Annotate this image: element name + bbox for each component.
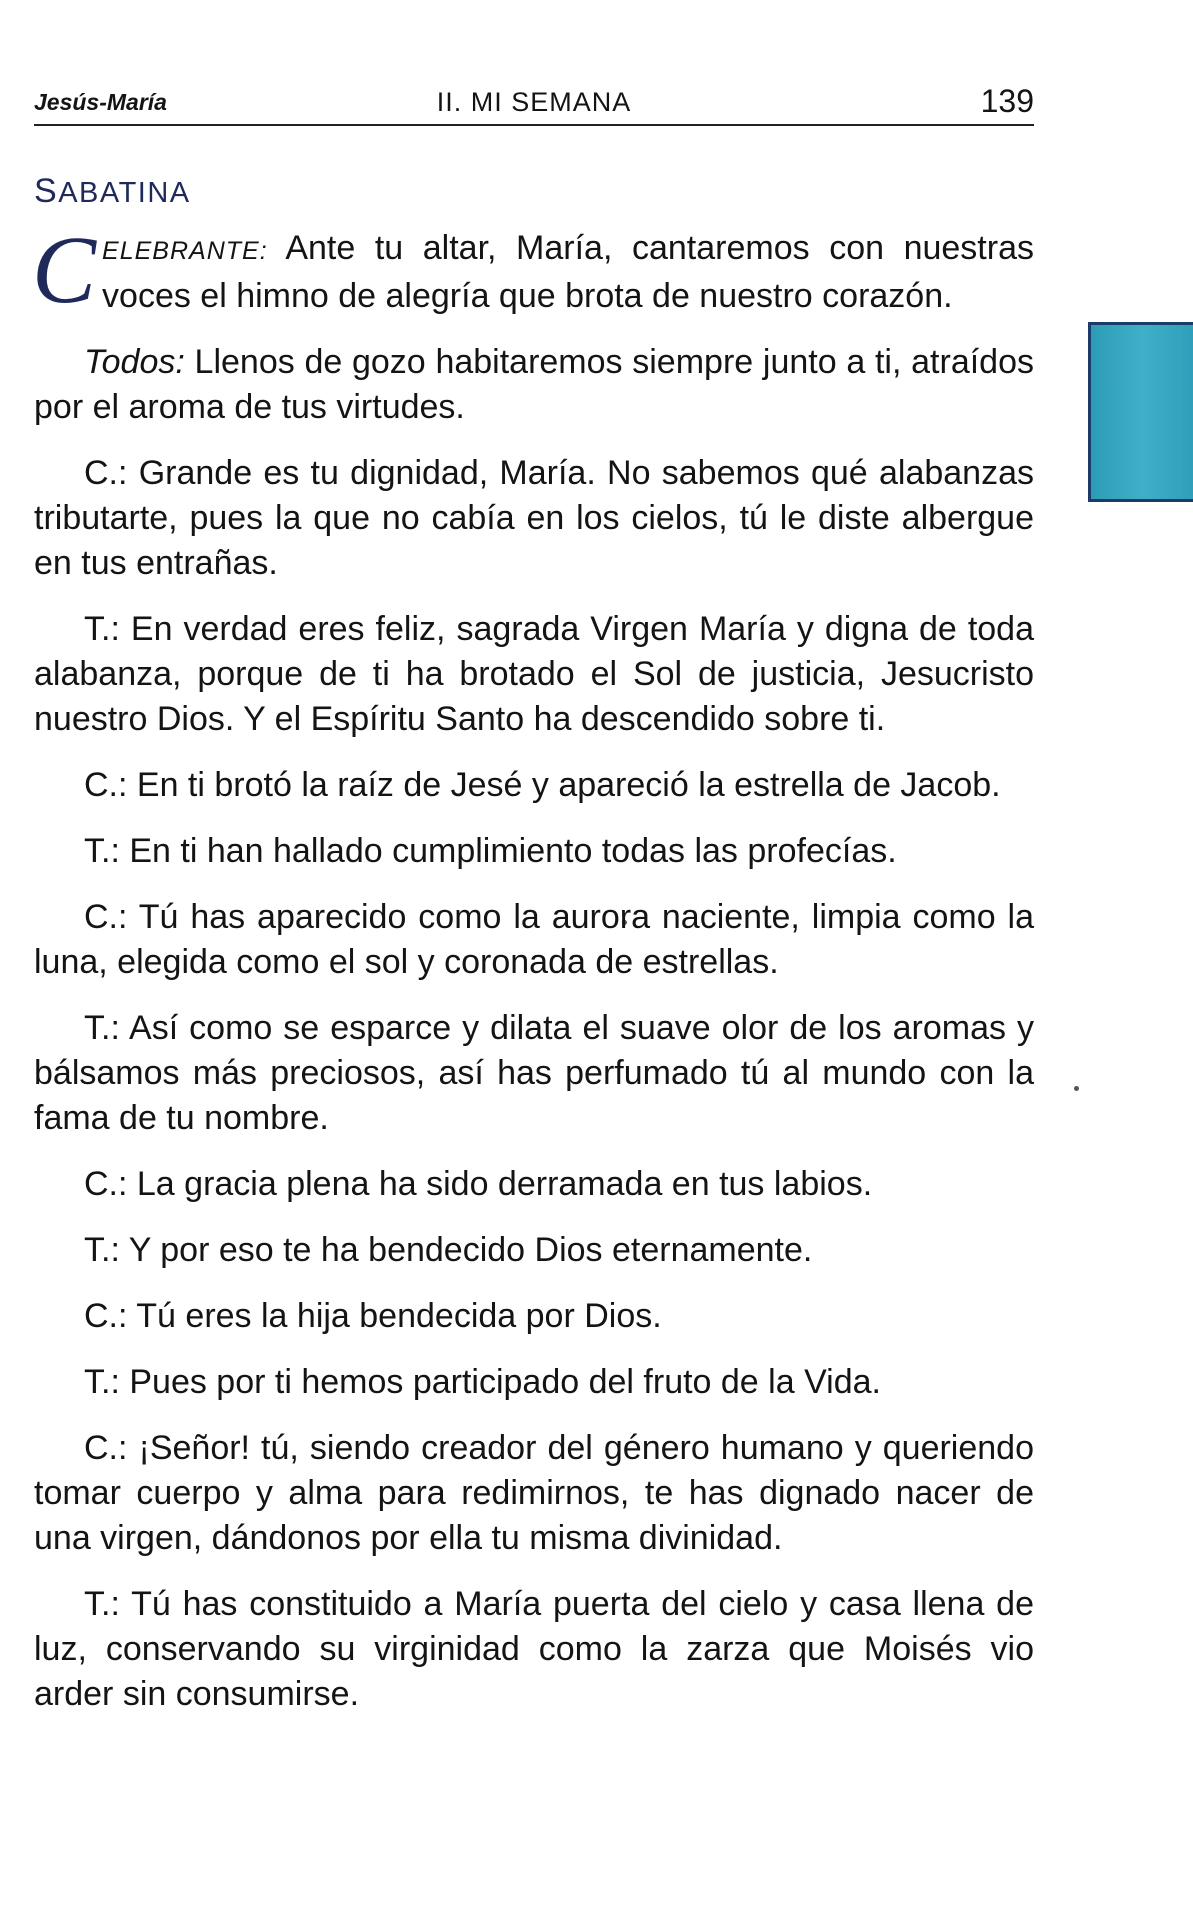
speaker-label: T.:	[84, 1363, 120, 1401]
prayer-text	[32, 216, 1034, 1738]
paragraph-text: En verdad eres feliz, sagrada Virgen María y digna de toda alabanza, porque de ti ha brotado el Sol de justicia, Jesucristo nuestro Dios. Y el Espíritu Santo ha descendido sobre ti.	[34, 610, 1034, 738]
section-title	[34, 172, 191, 211]
section-title-initial: S	[34, 172, 59, 210]
paragraph-text: Tú has aparecido como la aurora naciente, limpia como la luna, elegida como el sol y coronada de estrellas.	[34, 898, 1034, 981]
section-title-rest: ABATINA	[58, 177, 191, 209]
speaker-label: ELEBRANTE:	[102, 237, 268, 265]
print-speck	[1074, 1086, 1079, 1091]
header-book-title: Jesús-María	[34, 89, 167, 115]
paragraph	[34, 451, 1034, 586]
paragraph	[34, 1294, 1034, 1339]
speaker-label: Todos:	[84, 343, 185, 381]
speaker-label: T.:	[84, 1231, 120, 1269]
paragraph	[34, 1426, 1034, 1561]
speaker-label: C.:	[84, 1429, 128, 1467]
paragraph-text: Así como se esparce y dilata el suave olor de los aromas y bálsamos más preciosos, así has perfumado tú al mundo con la fama de tu nombre.	[34, 1009, 1034, 1137]
paragraph-text: Pues por ti hemos participado del fruto de la Vida.	[119, 1363, 881, 1401]
paragraph	[34, 763, 1034, 808]
paragraph	[34, 1228, 1034, 1273]
speaker-label: T.:	[84, 832, 120, 870]
page-edge-tab-marker	[1088, 322, 1193, 502]
speaker-label: C.:	[84, 1165, 128, 1203]
paragraph-text: ¡Señor! tú, siendo creador del género humano y queriendo tomar cuerpo y alma para redimirnos, te has dignado nacer de una virgen, dándonos por ella tu misma divinidad.	[34, 1429, 1034, 1557]
paragraph-text: Grande es tu dignidad, María. No sabemos qué alabanzas tributarte, pues la que no cabía en los cielos, tú le diste albergue en tus entrañas.	[34, 454, 1034, 582]
paragraph-text: La gracia plena ha sido derramada en tus labios.	[127, 1165, 873, 1203]
speaker-label: T.:	[84, 1009, 120, 1047]
speaker-label: C.:	[84, 454, 128, 492]
speaker-label: C.:	[84, 766, 128, 804]
paragraph	[34, 340, 1034, 430]
speaker-label: T.:	[84, 1585, 120, 1623]
paragraph	[32, 216, 1034, 323]
paragraph	[34, 1582, 1034, 1717]
paragraph-text: Ante tu altar, María, cantaremos con nuestras voces el himno de alegría que brota de nuestro corazón.	[102, 229, 1034, 315]
header-chapter: II. MI SEMANA	[436, 87, 632, 117]
speaker-label: T.:	[84, 610, 120, 648]
paragraph-text: En ti han hallado cumplimiento todas las profecías.	[119, 832, 897, 870]
speaker-label: C.:	[84, 1297, 128, 1335]
paragraph-text: Y por eso te ha bendecido Dios eternamente.	[119, 1231, 813, 1269]
drop-cap: C	[32, 216, 97, 323]
paragraph-text: En ti brotó la raíz de Jesé y apareció la estrella de Jacob.	[127, 766, 1001, 804]
paragraph	[34, 895, 1034, 985]
page-number: 139	[980, 83, 1034, 119]
paragraph	[34, 1162, 1034, 1207]
paragraph-text: Llenos de gozo habitaremos siempre junto a ti, atraídos por el aroma de tus virtudes.	[34, 343, 1034, 426]
paragraph	[34, 1006, 1034, 1141]
paragraph-text: Tú has constituido a María puerta del cielo y casa llena de luz, conservando su virginidad como la zarza que Moisés vio arder sin consumirse.	[34, 1585, 1034, 1713]
paragraph	[34, 607, 1034, 742]
running-header	[34, 80, 1034, 126]
paragraph-text: Tú eres la hija bendecida por Dios.	[127, 1297, 662, 1335]
speaker-label: C.:	[84, 898, 128, 936]
paragraph	[34, 829, 1034, 874]
paragraph	[34, 1360, 1034, 1405]
